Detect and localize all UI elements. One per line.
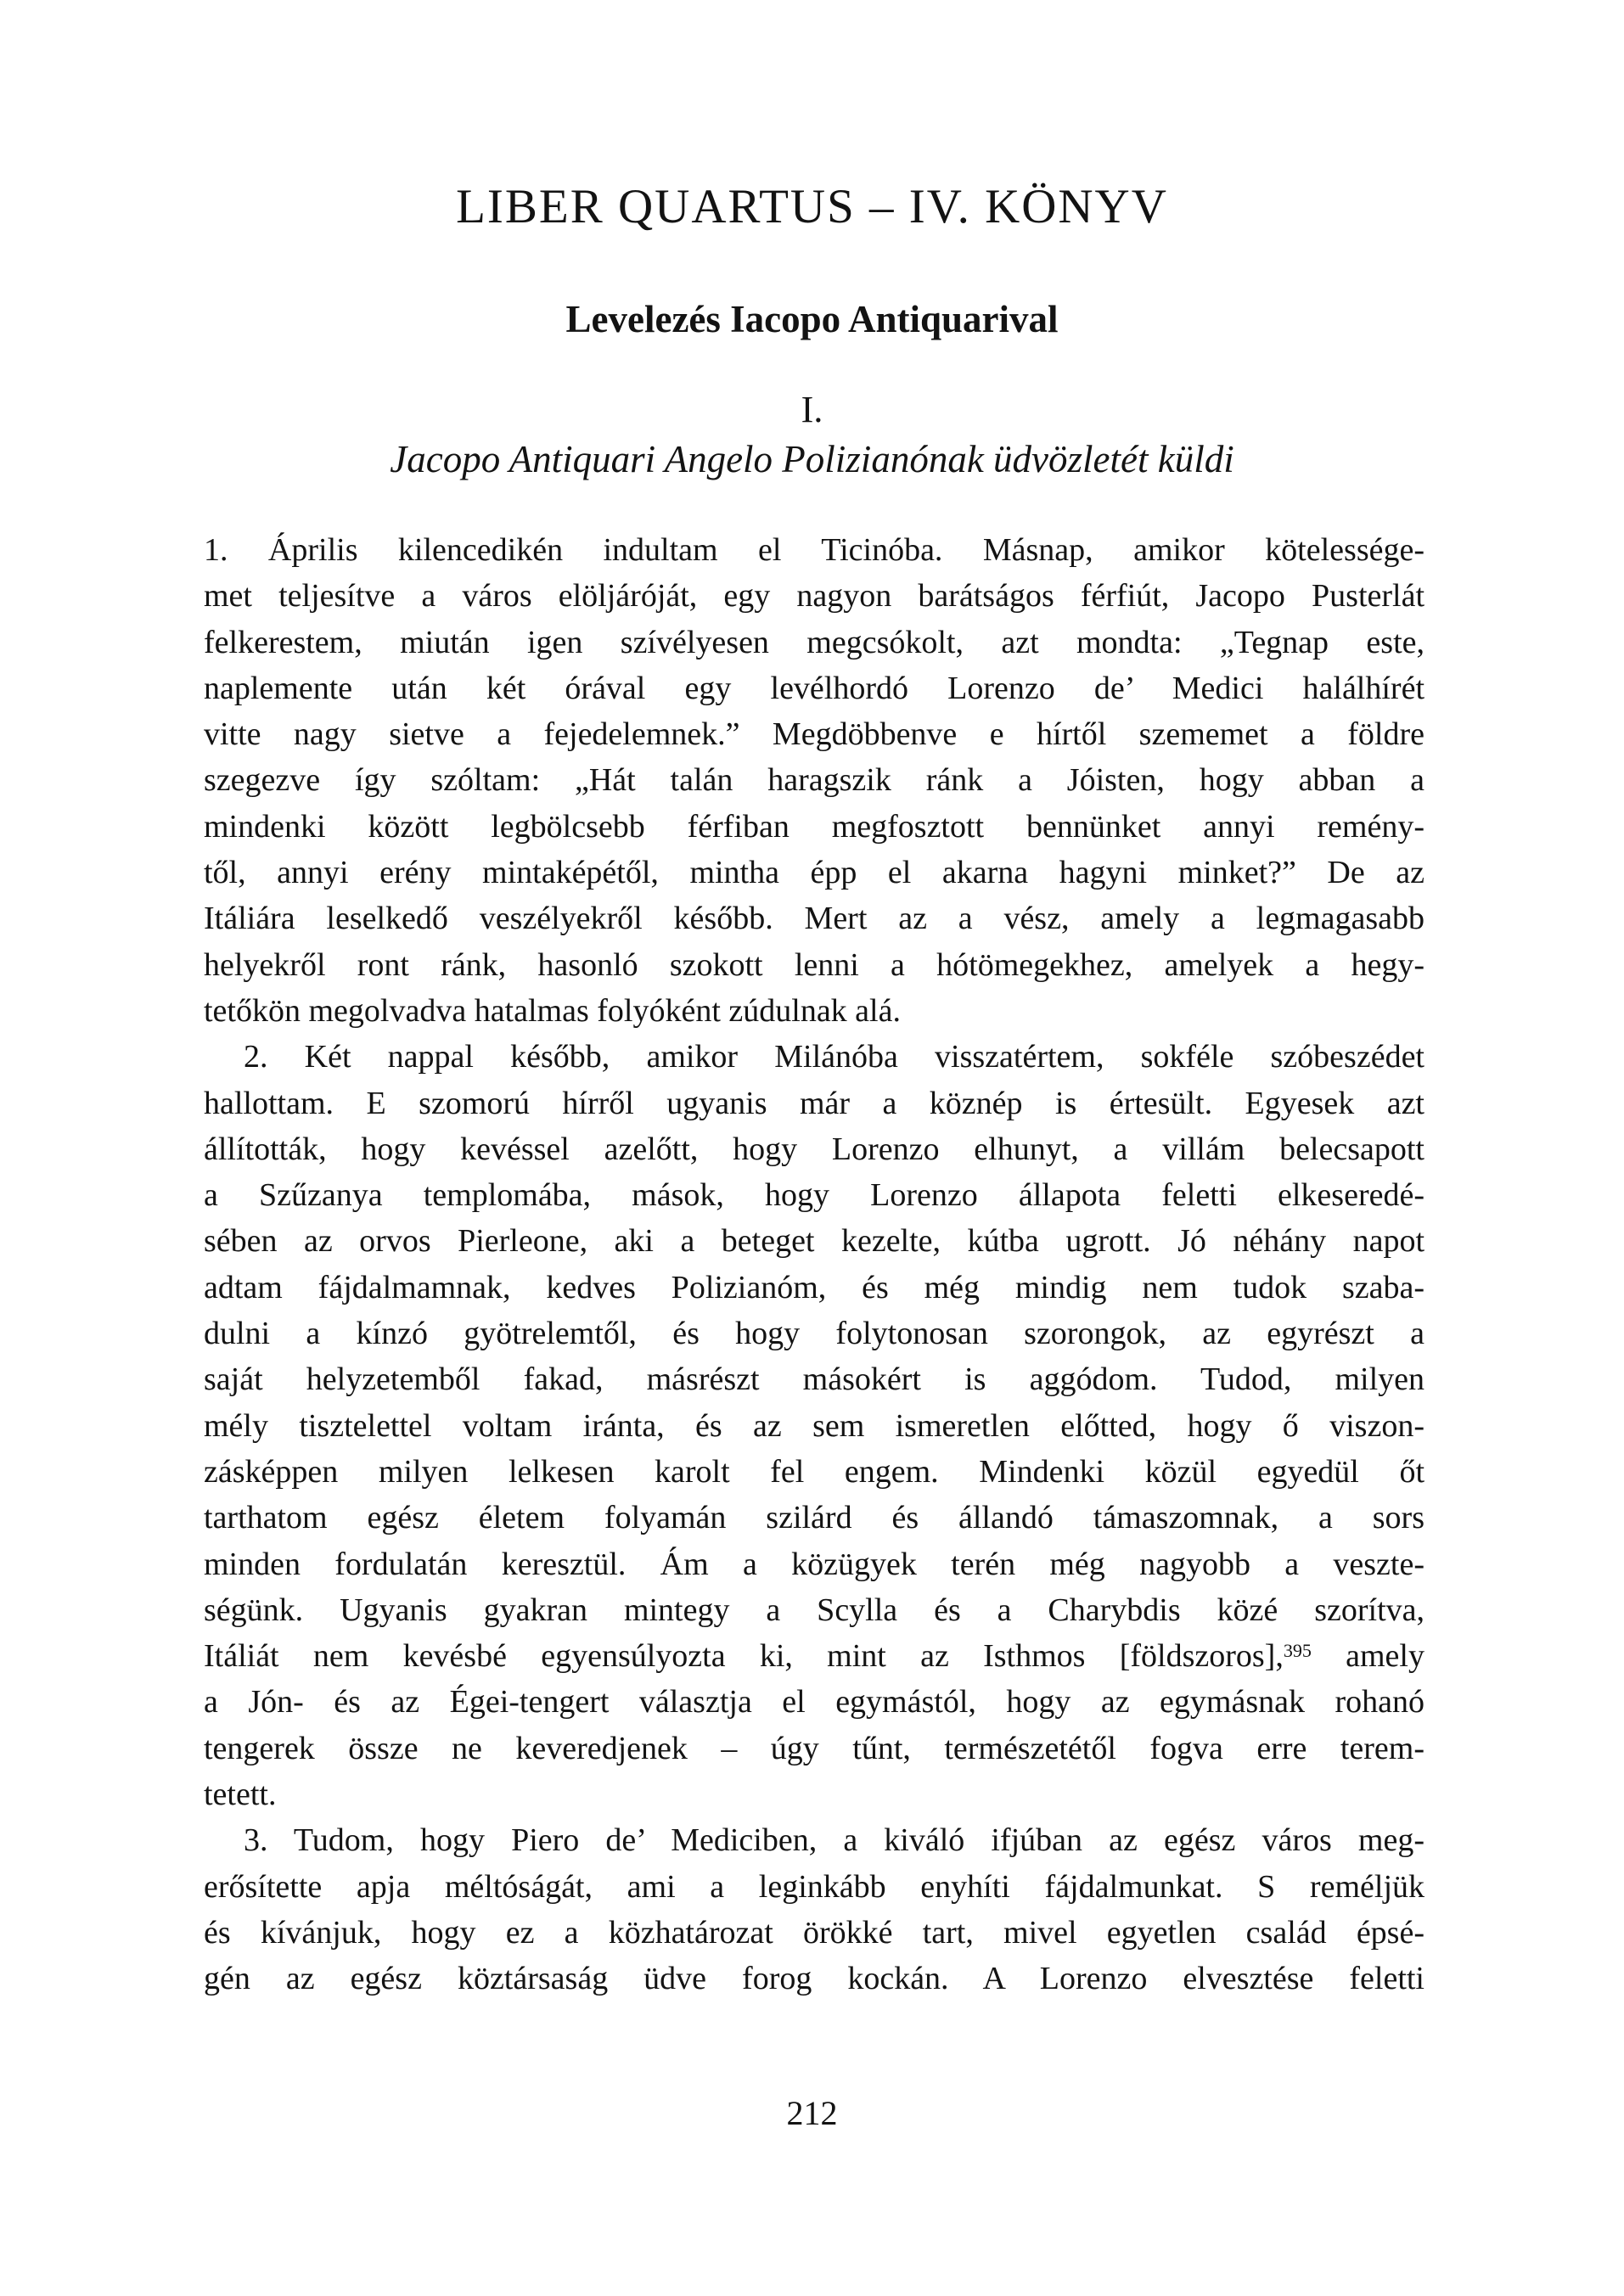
text-line: met teljesítve a város elöljáróját, egy nagyon barátságos férfiút, Jacopo Pusterlát	[204, 578, 1425, 615]
text-line: a Jón- és az Égei-tengert választja el egymástól, hogy az egymásnak rohanó	[204, 1684, 1425, 1721]
paragraph	[204, 1817, 1425, 2001]
text-line: 1. Április kilencedikén indultam el Ticinóba. Másnap, amikor kötelessége-	[204, 532, 1425, 568]
text-line: erősítette apja méltóságát, ami a leginkább enyhíti fájdalmunkat. S reméljük	[204, 1868, 1425, 1905]
letter-number: I.	[801, 389, 823, 430]
text-line: tetőkön megolvadva hatalmas folyóként zúdulnak alá.	[204, 992, 901, 1029]
text-line: tarthatom egész életem folyamán szilárd és állandó támaszomnak, a sors	[204, 1500, 1425, 1536]
footnote-reference: 395	[1283, 1639, 1312, 1661]
paragraph	[204, 527, 1425, 1034]
text-line: szegezve így szóltam: „Hát talán haragszik ránk a Jóisten, hogy abban a	[204, 762, 1425, 799]
text-line: zásképpen milyen lelkesen karolt fel engem. Mindenki közül egyedül őt	[204, 1453, 1425, 1490]
text-line: mindenki között legbölcsebb férfiban megfosztott bennünket annyi remény-	[204, 808, 1425, 845]
text-line: től, annyi erény mintaképétől, mintha épp el akarna hagyni minket?” De az	[204, 855, 1425, 891]
text-line: minden fordulatán keresztül. Ám a közügyek terén még nagyobb a veszte-	[204, 1546, 1425, 1582]
text-line: naplemente után két órával egy levélhordó Lorenzo de’ Medici halálhírét	[204, 670, 1425, 706]
text-line: Itáliára leselkedő veszélyekről később. Mert az a vész, amely a legmagasabb	[204, 901, 1425, 937]
text-line: helyekről ront ránk, hasonló szokott lenni a hótömegekhez, amelyek a hegy-	[204, 946, 1425, 983]
text-line: 2. Két nappal később, amikor Milánóba visszatértem, sokféle szóbeszédet	[244, 1039, 1425, 1075]
text-line: a Szűzanya templomába, mások, hogy Lorenzo állapota feletti elkeseredé-	[204, 1177, 1425, 1214]
text-line: hallottam. E szomorú hírről ugyanis már a köznép is értesült. Egyesek azt	[204, 1085, 1425, 1121]
page-number: 212	[786, 2094, 838, 2132]
text-line: és kívánjuk, hogy ez a közhatározat örökké tart, mivel egyetlen család épsé-	[204, 1914, 1425, 1951]
letter-salutation: Jacopo Antiquari Angelo Polizianónak üdvözletét küldi	[390, 438, 1234, 480]
text-line: gén az egész köztársaság üdve forog kockán. A Lorenzo elvesztése feletti	[204, 1961, 1425, 1997]
body-text	[204, 527, 1425, 2002]
text-line: ségünk. Ugyanis gyakran mintegy a Scylla és a Charybdis közé szorítva,	[204, 1591, 1425, 1628]
text-line: vitte nagy sietve a fejedelemnek.” Megdöbbenve e hírtől szememet a földre	[204, 716, 1425, 753]
text-line: 3. Tudom, hogy Piero de’ Mediciben, a kiváló ifjúban az egész város meg-	[244, 1822, 1425, 1859]
text-line: állították, hogy kevéssel azelőtt, hogy Lorenzo elhunyt, a villám belecsapott	[204, 1131, 1425, 1167]
book-title: LIBER QUARTUS – IV. KÖNYV	[456, 180, 1168, 233]
chapter-title: Levelezés Iacopo Antiquarival	[565, 298, 1059, 340]
text-line: saját helyzetemből fakad, másrészt másokért is aggódom. Tudod, milyen	[204, 1361, 1425, 1398]
text-line: adtam fájdalmamnak, kedves Polizianóm, és még mindig nem tudok szaba-	[204, 1269, 1425, 1305]
text-line: tengerek össze ne keveredjenek – úgy tűnt, természetétől fogva erre terem-	[204, 1730, 1425, 1766]
text-line: Itáliát nem kevésbé egyensúlyozta ki, mint az Isthmos [földszoros],$^{395}$ amely	[204, 1638, 1425, 1675]
text-line: mély tisztelettel voltam iránta, és az sem ismeretlen előtted, hogy ő viszon-	[204, 1407, 1425, 1444]
text-line: dulni a kínzó gyötrelemtől, és hogy folytonosan szorongok, az egyrészt a	[204, 1316, 1425, 1352]
text-line: sében az orvos Pierleone, aki a beteget kezelte, kútba ugrott. Jó néhány napot	[204, 1223, 1425, 1260]
text-line: tetett.	[204, 1777, 277, 1813]
paragraph	[204, 1034, 1425, 1817]
text-line: felkerestem, miután igen szívélyesen megcsókolt, azt mondta: „Tegnap este,	[204, 624, 1425, 660]
